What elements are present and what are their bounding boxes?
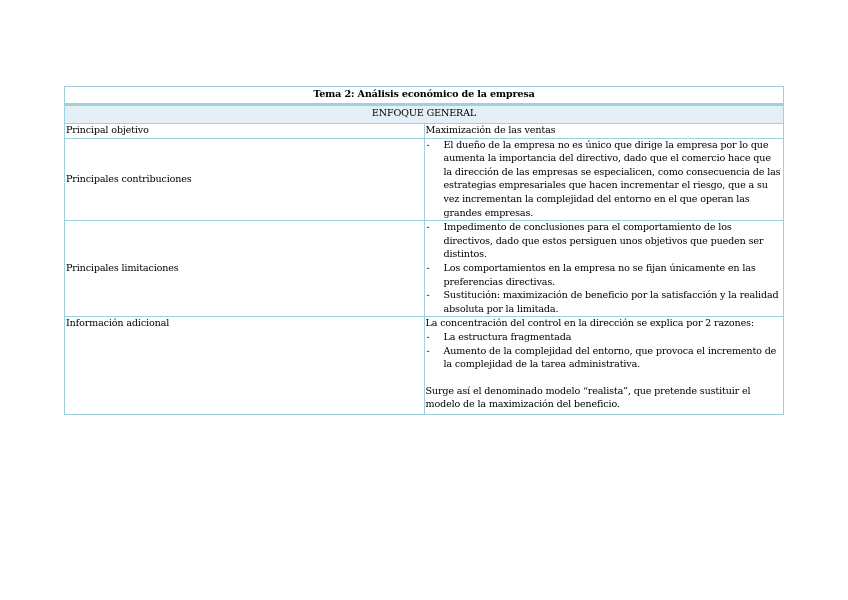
list-item-text: El dueño de la empresa no es único que dirige la empresa por lo que aumenta la importancia del directivo, dado que el comercio hace que la dirección de las empresas se especialicen, como consecuencia de las estrategias empresariales que hacen incrementar el riesgo, que a su vez incrementan la complejidad del entorno en el que operan las grandes empresas. xyxy=(443,139,781,219)
list-item-text: Sustitución: maximización de beneficio por la satisfacción y la realidad absoluta por la limitada. xyxy=(443,290,779,315)
list-item xyxy=(426,331,783,345)
dash-bullet: - xyxy=(426,345,430,357)
row-value-limitations xyxy=(424,221,784,317)
dash-bullet: - xyxy=(426,222,430,234)
limitations-list xyxy=(426,221,783,316)
list-item-text: Los comportamientos en la empresa no se fijan únicamente en las preferencias directivas. xyxy=(443,262,756,288)
additional-intro: La concentración del control en la dirección se explica por 2 razones: xyxy=(425,318,754,330)
list-item xyxy=(426,262,783,289)
list-item xyxy=(426,289,783,316)
row-value-contributions xyxy=(424,138,784,221)
title-row xyxy=(65,87,784,105)
table-row xyxy=(65,138,784,221)
dash-bullet: - xyxy=(426,290,430,302)
list-item xyxy=(426,139,783,221)
additional-conclusion: Surge así el denominado modelo “realista”, que pretende sustituir el modelo de la maximización del beneficio. xyxy=(425,385,751,411)
table-row xyxy=(65,221,784,317)
row-label-additional: Información adicional xyxy=(65,317,425,415)
table-row xyxy=(65,124,784,139)
row-value-objective: Maximización de las ventas xyxy=(424,124,784,139)
contributions-list xyxy=(426,139,783,221)
row-label-contributions: Principales contribuciones xyxy=(65,138,425,221)
spacer xyxy=(426,372,783,385)
list-item-text: Impedimento de conclusiones para el comportamiento de los directivos, dado que estos persiguen unos objetivos que pueden ser distintos. xyxy=(443,222,764,261)
dash-bullet: - xyxy=(426,331,430,343)
list-item xyxy=(426,221,783,262)
dash-bullet: - xyxy=(426,139,430,151)
list-item-text: La estructura fragmentada xyxy=(443,331,572,343)
section-heading: ENFOQUE GENERAL xyxy=(65,105,784,124)
section-row xyxy=(65,105,784,124)
table-title: Tema 2: Análisis económico de la empresa xyxy=(65,87,784,105)
dash-bullet: - xyxy=(426,262,430,274)
row-label-limitations: Principales limitaciones xyxy=(65,221,425,317)
summary-table xyxy=(64,86,784,415)
table-row xyxy=(65,317,784,415)
list-item xyxy=(426,345,783,372)
row-label-objective: Principal objetivo xyxy=(65,124,425,139)
additional-list xyxy=(426,331,783,372)
row-value-additional xyxy=(424,317,784,415)
list-item-text: Aumento de la complejidad del entorno, que provoca el incremento de la complejidad de la tarea administrativa. xyxy=(443,345,777,371)
